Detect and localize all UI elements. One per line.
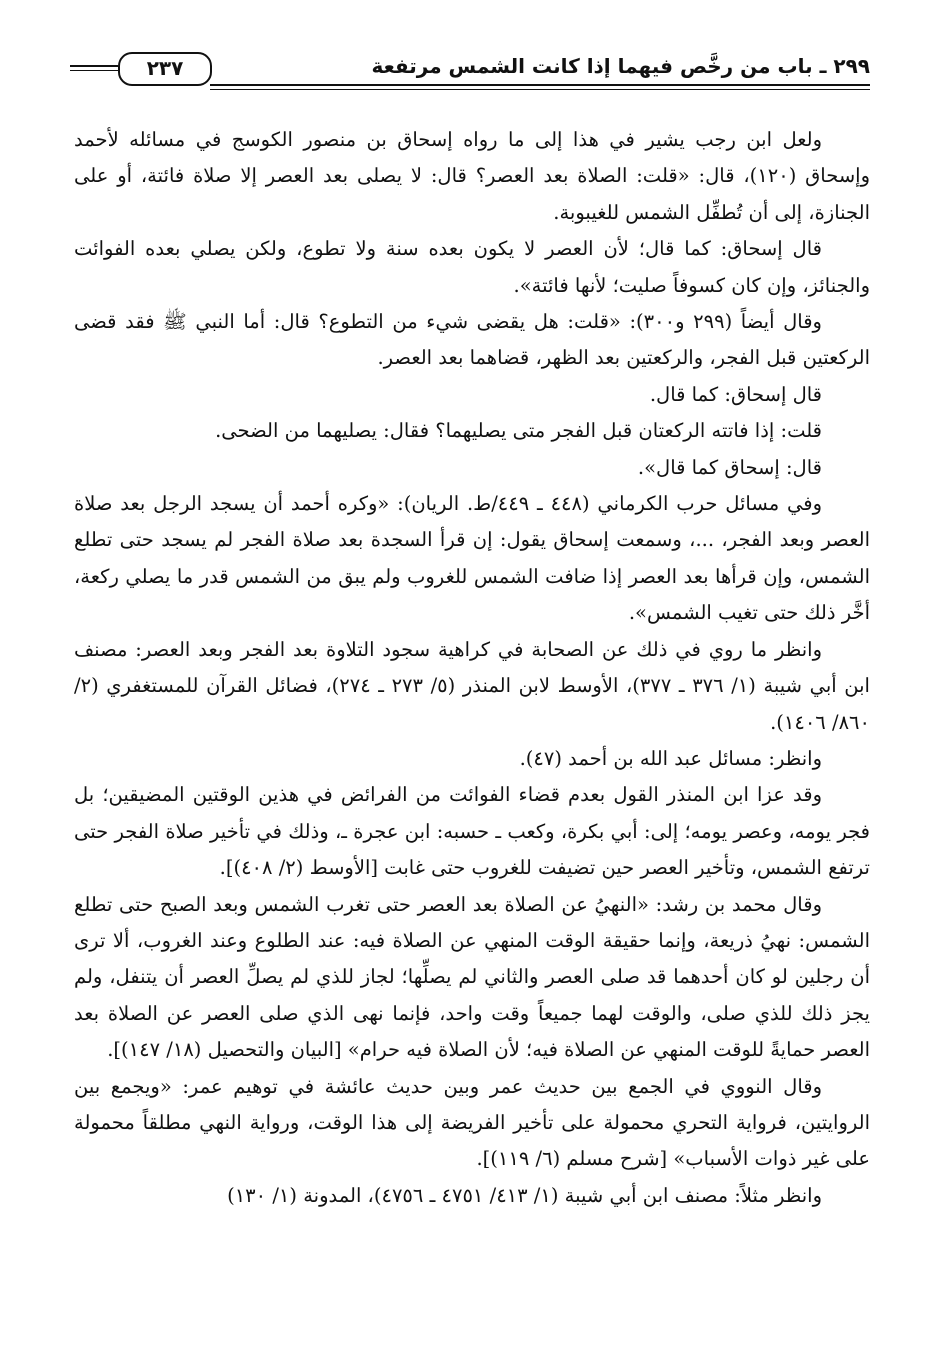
- chapter-title: ٢٩٩ ـ باب من رخَّص فيهما إذا كانت الشمس مرتفعة: [371, 54, 870, 78]
- paragraph-8: وانظر ما روي في ذلك عن الصحابة في كراهية سجود التلاوة بعد الفجر وبعد العصر: مصنف ابن أبي شيبة (١/ ٣٧٦ ـ ٣٧٧)، الأوسط لابن المنذر (٥/ ٢٧٣ ـ ٢٧٤)، فضائل القرآن للمستغفري (٢/ ٨٦٠/ ١٤٠٦).: [74, 637, 870, 734]
- header-rule-left: [70, 65, 118, 67]
- header-rule: [210, 84, 870, 86]
- paragraph-10: وقد عزا ابن المنذر القول بعدم قضاء الفوائت من الفرائض في هذين الوقتين المضيقين؛ بل فجر يومه، وعصر يومه؛ إلى: أبي بكرة، وكعب ـ حسبه: ابن عجرة ـ، وذلك في تأخير صلاة الفجر حتى ترتفع الشمس، وتأخير العصر حين تضيفت للغروب حتى غابت [الأوسط (٢/ ٤٠٨)].: [74, 783, 870, 880]
- paragraph-1: ولعل ابن رجب يشير في هذا إلى ما رواه إسحاق بن منصور الكوسج في مسائله لأحمد وإسحاق (١٢٠)، قال: «قلت: الصلاة بعد العصر؟ قال: لا يصلى بعد العصر إلا صلاة فائتة، أو على الجنازة، إلى أن تُطفِّل الشمس للغيبوبة.: [74, 128, 870, 224]
- page-number: ٢٣٧: [118, 52, 212, 86]
- paragraph-9: وانظر: مسائل عبد الله بن أحمد (٤٧).: [519, 746, 822, 770]
- header-rule-thin: [210, 89, 870, 90]
- paragraph-6: قال: إسحاق كما قال».: [637, 455, 822, 479]
- running-header: [70, 52, 870, 92]
- page-body: [74, 122, 870, 1214]
- paragraph-5: قلت: إذا فاتته الركعتان قبل الفجر متى يصليهما؟ فقال: يصليهما من الضحى.: [215, 419, 822, 443]
- header-rule-left-thin: [70, 70, 118, 71]
- paragraph-7: وفي مسائل حرب الكرماني (٤٤٨ ـ ٤٤٩/ط. الريان): «وكره أحمد أن يسجد الرجل بعد صلاة العصر وبعد الفجر، ...، وسمعت إسحاق يقول: إن قرأ السجدة بعد صلاة الفجر لم يسجد حتى تطلع الشمس، وإن قرأها بعد العصر إذا ضافت الشمس للغروب ولم يبق من الشمس قدر ما يصلي ركعة، أخَّر ذلك حتى تغيب الشمس».: [74, 492, 870, 625]
- paragraph-2: قال إسحاق: كما قال؛ لأن العصر لا يكون بعده سنة ولا تطوع، ولكن يصلي بعده الفوائت والجنائز، وإن كان كسوفاً صليت؛ لأنها فائتة».: [74, 237, 870, 297]
- paragraph-11: وقال محمد بن رشد: «النهيُ عن الصلاة بعد العصر حتى تغرب الشمس وبعد الصبح حتى تطلع الشمس: نهيُ ذريعة، وإنما حقيقة الوقت المنهي عن الصلاة فيه: عند الطلوع وعند الغروب، ألا ترى أن رجلين لو كان أحدهما قد صلى العصر والثاني لم يصلِّها؛ لجاز للذي لم يصلِّ العصر أن يتنفل، ولم يجز ذلك للذي صلى، والوقت لهما جميعاً وقت واحد، فإنما نهى الذي صلى العصر عن الصلاة بعد العصر حمايةً للوقت المنهي عن الصلاة فيه؛ لأن الصلاة فيه حرام» [البيان والتحصيل (١٨/ ١٤٧)].: [74, 892, 870, 1062]
- paragraph-12: وقال النووي في الجمع بين حديث عمر وبين حديث عائشة في توهيم عمر: «ويجمع بين الروايتين، فرواية التحري محمولة على تأخير الفريضة إلى هذا الوقت، ورواية النهي مطلقاً محمولة على غير ذوات الأسباب» [شرح مسلم (٦/ ١١٩)].: [74, 1074, 870, 1171]
- paragraph-4: قال إسحاق: كما قال.: [649, 382, 822, 406]
- paragraph-13: وانظر مثلاً: مصنف ابن أبي شيبة (١/ ٤١٣/ ٤٧٥١ ـ ٤٧٥٦)، المدونة (١/ ١٣٠): [227, 1183, 822, 1207]
- paragraph-3: وقال أيضاً (٢٩٩ و٣٠٠): «قلت: هل يقضى شيء من التطوع؟ قال: أما النبي ﷺ فقد قضى الركعتين قبل الفجر، والركعتين بعد الظهر، قضاهما بعد العصر.: [74, 310, 870, 370]
